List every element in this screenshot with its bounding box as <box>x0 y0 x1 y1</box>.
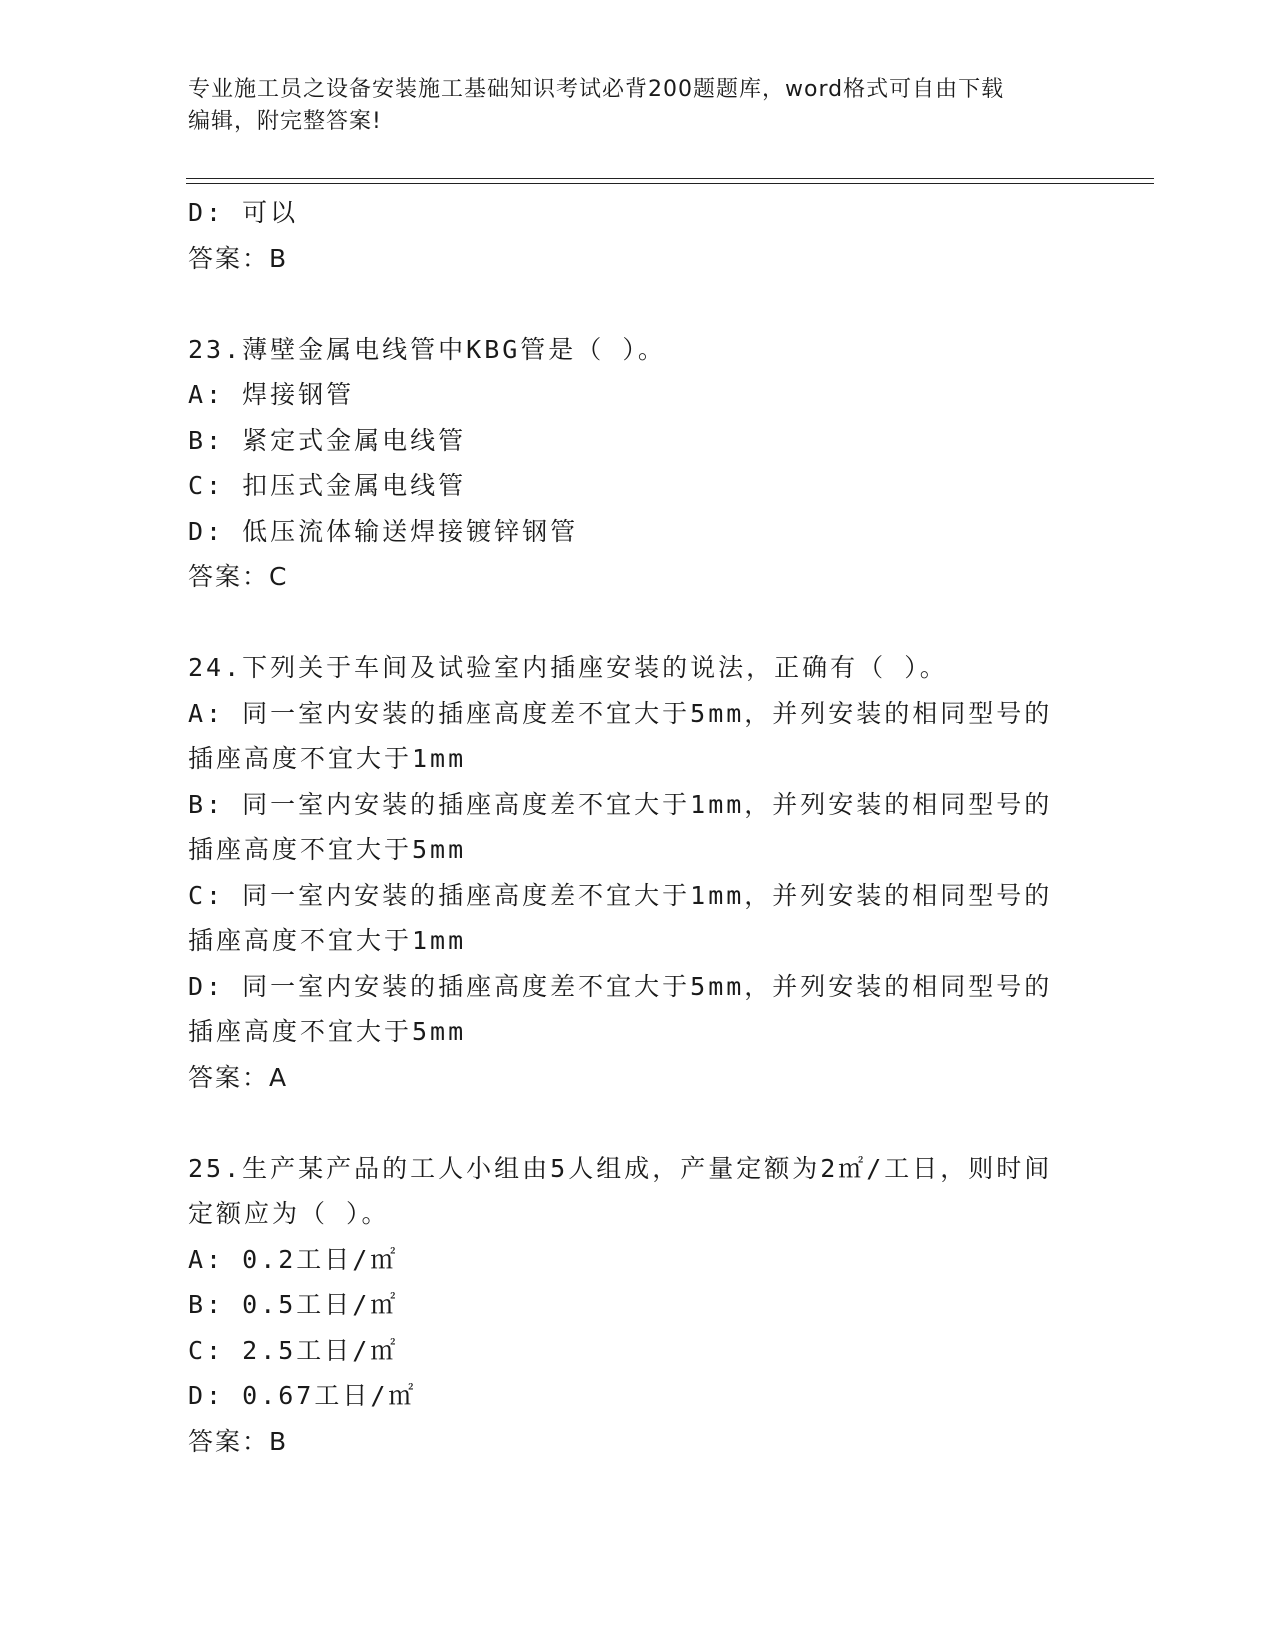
spacer <box>188 600 1088 646</box>
option-b-continued: 插座高度不宜大于5mm <box>188 835 467 864</box>
header-title-line-1: 专业施工员之设备安装施工基础知识考试必背200题题库，word格式可自由下载 <box>188 77 1005 102</box>
option-d: D: 低压流体输送焊接镀锌钢管 <box>188 516 579 546</box>
option-a: A: 0.2工日/㎡ <box>188 1244 399 1274</box>
option-b: B: 0.5工日/㎡ <box>188 1290 399 1319</box>
question-text: 23.薄壁金属电线管中KBG管是（ ）。 <box>188 334 666 364</box>
question-24 <box>188 645 1088 1100</box>
option-a: A: 同一室内安装的插座高度差不宜大于5mm，并列安装的相同型号的 <box>188 698 1053 728</box>
option-d-continued: 插座高度不宜大于5mm <box>188 1017 467 1046</box>
header-rule-bottom <box>186 183 1154 184</box>
header-rule-top <box>186 178 1154 179</box>
question-text: 25.生产某产品的工人小组由5人组成，产量定额为2㎡/工日，则时间 <box>188 1153 1053 1183</box>
document-body <box>188 190 1088 1464</box>
option-a: A: 焊接钢管 <box>188 380 355 409</box>
document-header <box>188 74 1068 138</box>
question-text-continued: 定额应为（ ）。 <box>188 1199 390 1228</box>
answer-line: 答案：C <box>188 562 289 591</box>
header-title-line-2: 编辑，附完整答案! <box>188 109 382 134</box>
question-22-tail <box>188 190 1088 281</box>
option-b: B: 同一室内安装的插座高度差不宜大于1mm，并列安装的相同型号的 <box>188 789 1053 819</box>
answer-line: 答案：B <box>188 243 289 273</box>
question-23 <box>188 327 1088 600</box>
option-d: D: 0.67工日/㎡ <box>188 1381 417 1410</box>
spacer <box>188 1100 1088 1146</box>
option-c: C: 扣压式金属电线管 <box>188 471 467 500</box>
option-c: C: 同一室内安装的插座高度差不宜大于1mm，并列安装的相同型号的 <box>188 880 1053 910</box>
option-c: C: 2.5工日/㎡ <box>188 1335 399 1365</box>
question-text: 24.下列关于车间及试验室内插座安装的说法，正确有（ ）。 <box>188 653 948 682</box>
option-c-continued: 插座高度不宜大于1mm <box>188 926 467 955</box>
answer-line: 答案：B <box>188 1426 289 1456</box>
option-a-continued: 插座高度不宜大于1mm <box>188 744 467 773</box>
option-d: D: 可以 <box>188 198 299 227</box>
option-b: B: 紧定式金属电线管 <box>188 425 467 455</box>
answer-line: 答案：A <box>188 1062 289 1092</box>
question-25 <box>188 1146 1088 1465</box>
spacer <box>188 281 1088 327</box>
option-d: D: 同一室内安装的插座高度差不宜大于5mm，并列安装的相同型号的 <box>188 971 1053 1001</box>
